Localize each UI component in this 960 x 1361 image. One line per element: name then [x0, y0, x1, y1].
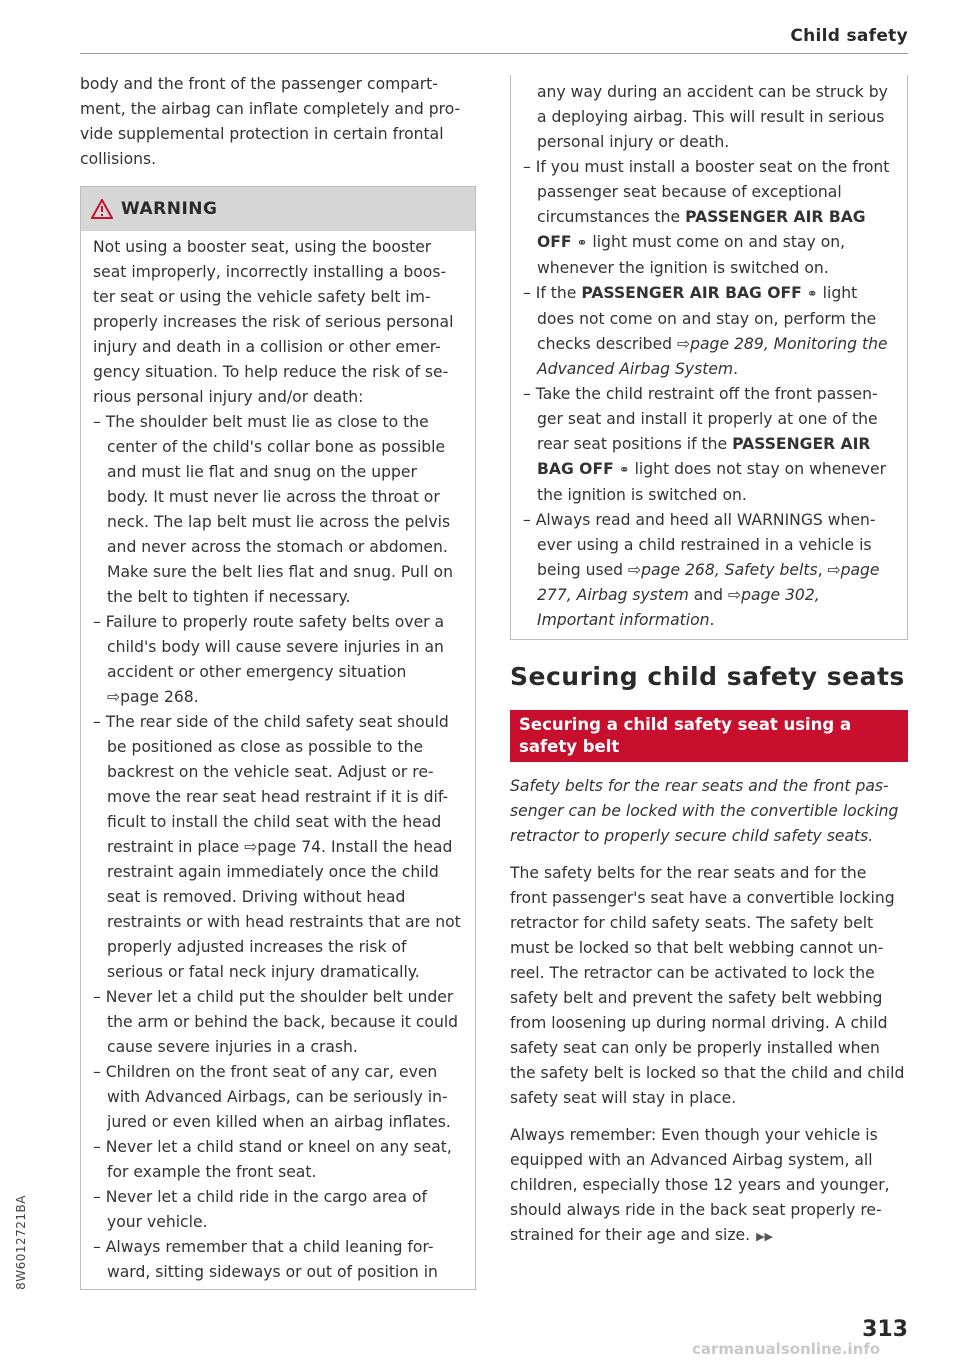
airbag-off-icon: ⚭	[806, 287, 818, 302]
intro-paragraph: body and the front of the passenger compart-ment, the airbag can inflate completely and pro-vide supplemental protection in certain frontal collisions.	[80, 75, 461, 168]
left-column	[80, 72, 476, 1290]
watermark: carmanualsonline.info	[692, 1340, 881, 1358]
warning-bullet: – Failure to properly route safety belts over a child's body will cause severe injuries in an accident or other emergency situation ⇨page 268.	[93, 613, 445, 706]
page-number: 313	[862, 1317, 908, 1342]
header-rule	[80, 53, 908, 54]
right-column	[510, 75, 908, 1249]
airbag-off-icon: ⚭	[618, 463, 630, 478]
warning-bullet: – Always remember that a child leaning for-ward, sitting sideways or out of position in	[93, 1238, 438, 1281]
subsection-intro: Safety belts for the rear seats and the front pas-senger can be locked with the convertible locking retractor to properly secure child safety seats.	[510, 777, 899, 845]
page-reference-link[interactable]: ⇨page 268, Safety belts	[628, 561, 818, 579]
warning-bullet: – Never let a child stand or kneel on any seat, for example the front seat.	[93, 1138, 452, 1181]
page-reference-link[interactable]: ⇨page 302, Important information	[537, 586, 820, 629]
warning-bullet: – If you must install a booster seat on the front passenger seat because of exceptional circumstances the PASSENGER AIR BAG OFF ⚭ light must come on and stay on, whenever the ignition is switched on.	[523, 158, 890, 277]
running-title: Child safety	[790, 26, 908, 46]
warning-bullet: – Never let a child ride in the cargo area of your vehicle.	[93, 1188, 428, 1231]
warning-bullet: – If the PASSENGER AIR BAG OFF ⚭ light does not come on and stay on, perform the checks described ⇨page 289, Monitoring the Advanced Airbag System.	[523, 284, 888, 378]
warning-bullet: – Children on the front seat of any car, even with Advanced Airbags, can be seriously in-jured or even killed when an airbag inflates.	[93, 1063, 451, 1131]
warning-continuation-text: any way during an accident can be struck by a deploying airbag. This will result in serious personal injury or death.	[537, 83, 888, 151]
warning-continuation-box	[510, 75, 908, 640]
warning-body	[81, 235, 475, 1289]
body-paragraph: The safety belts for the rear seats and for the front passenger's seat have a convertible locking retractor for child safety seats. The safety belt must be locked so that belt webbing cannot un-reel. The retractor can be activated to lock the safety belt and prevent the safety belt webbing from loosening up during normal driving. A child safety seat can only be properly installed when the safety belt is locked so that the child and child safety seat will stay in place.	[510, 864, 905, 1107]
warning-triangle-icon	[91, 199, 113, 219]
document-code: 8W6012721BA	[14, 1195, 28, 1290]
continue-arrow-icon: ▶▶	[756, 1230, 773, 1243]
body-paragraph: Always remember: Even though your vehicle is equipped with an Advanced Airbag system, all children, especially those 12 years and younger, should always ride in the back seat properly re-strained for their age and size. ▶▶	[510, 1126, 890, 1244]
page-reference-link[interactable]: ⇨page 277, Airbag system	[537, 561, 880, 604]
page-reference-link[interactable]: ⇨page 289, Monitoring the Advanced Airbag System	[537, 335, 888, 378]
warning-bullet: – Never let a child put the shoulder belt under the arm or behind the back, because it could cause severe injuries in a crash.	[93, 988, 459, 1056]
warning-bullet: – The rear side of the child safety seat should be positioned as close as possible to the backrest on the vehicle seat. Adjust or re-move the rear seat head restraint if it is dif-ficult to install the child seat with the head restraint in place ⇨page 74. Install the head restraint again immediately once the child seat is removed. Driving without head restraints or with head restraints that are not properly adjusted increases the risk of serious or fatal neck injury dramatically.	[93, 713, 461, 981]
subsection-title-bar: Securing a child safety seat using a safety belt	[510, 710, 908, 762]
airbag-off-icon: ⚭	[576, 236, 588, 251]
warning-header	[81, 187, 475, 231]
warning-bullet: – The shoulder belt must lie as close to the center of the child's collar bone as possible and must lie flat and snug on the upper body. It must never lie across the throat or neck. The lap belt must lie across the pelvis and never across the stomach or abdomen. Make sure the belt lies flat and snug. Pull on the belt to tighten if necessary.	[93, 413, 453, 606]
warning-box	[80, 186, 476, 1290]
warning-bullet: – Always read and heed all WARNINGS when-ever using a child restrained in a vehicle is being used ⇨page 268, Safety belts, ⇨page 277, Airbag system and ⇨page 302, Important information.	[523, 511, 880, 629]
warning-title: WARNING	[121, 199, 218, 219]
warning-bullet: – Take the child restraint off the front passen-ger seat and install it properly at one of the rear seat positions if the PASSENGER AIR BAG OFF ⚭ light does not stay on whenever the ignition is switched on.	[523, 385, 887, 504]
section-title: Securing child safety seats	[510, 662, 905, 691]
warning-intro: Not using a booster seat, using the booster seat improperly, incorrectly installing a boos-ter seat or using the vehicle safety belt im-properly increases the risk of serious personal injury and death in a collision or other emer-gency situation. To help reduce the risk of se-rious personal injury and/or death:	[93, 238, 454, 406]
